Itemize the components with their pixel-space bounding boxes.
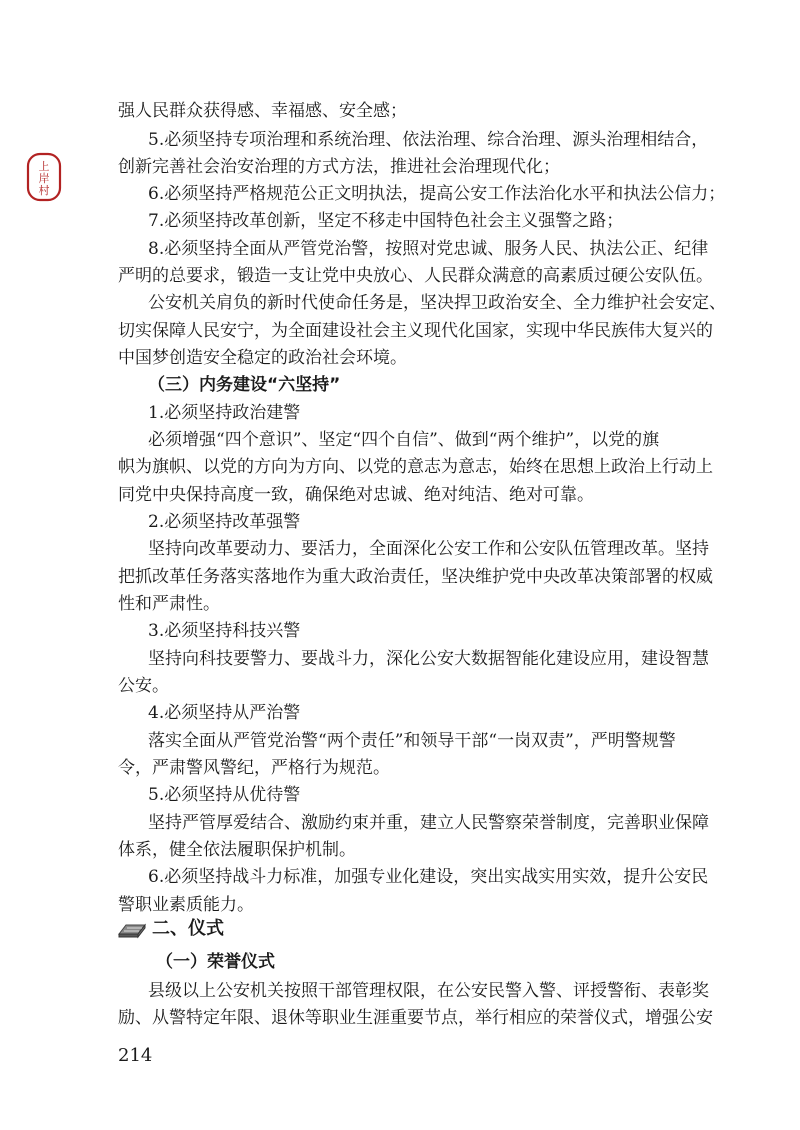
- body-line: 强人民群众获得感、幸福感、安全感；: [118, 101, 407, 121]
- page-number: 214: [118, 1045, 153, 1066]
- body-line: 中国梦创造安全稳定的政治社会环境。: [118, 348, 407, 368]
- body-line: 体系，健全依法履职保护机制。: [118, 840, 356, 860]
- body-line: 把抓改革任务落实落地作为重大政治责任，坚决维护党中央改革决策部署的权威: [118, 567, 713, 587]
- body-line: 警职业素质能力。: [118, 895, 254, 915]
- body-line: 县级以上公安机关按照干部管理权限，在公安民警入警、评授警衔、表彰奖: [148, 981, 709, 1001]
- body-line: 创新完善社会治安治理的方式方法，推进社会治理现代化；: [118, 157, 560, 177]
- list-item-6: 6.必须坚持战斗力标准，加强专业化建设，突出实战实用实效，提升公安民: [148, 867, 709, 887]
- list-item-4: 4.必须坚持从严治警: [148, 703, 301, 723]
- svg-text:上: 上: [38, 160, 50, 173]
- body-line: 坚持向科技要警力、要战斗力，深化公安大数据智能化建设应用，建设智慧: [148, 649, 709, 669]
- subsection-heading-neiwu: （三）内务建设“六坚持”: [148, 375, 341, 395]
- book-icon: [118, 919, 148, 939]
- paragraph-mission: 公安机关肩负的新时代使命任务是，坚决捍卫政治安全、全力维护社会安定、: [148, 293, 726, 313]
- body-line: 落实全面从严管党治警“两个责任”和领导干部“一岗双责”，严明警规警: [148, 731, 676, 751]
- list-item-2: 2.必须坚持改革强警: [148, 512, 301, 532]
- section-title-text: 二、仪式: [152, 918, 224, 939]
- svg-text:岸: 岸: [38, 172, 50, 185]
- body-line: 坚持向改革要动力、要活力，全面深化公安工作和公安队伍管理改革。坚持: [148, 539, 709, 559]
- body-line: 同党中央保持高度一致，确保绝对忠诚、绝对纯洁、绝对可靠。: [118, 485, 594, 505]
- subsection-heading-rongyu: （一）荣誉仪式: [156, 952, 275, 972]
- list-item-1: 1.必须坚持政治建警: [148, 403, 301, 423]
- section-heading-yishi: [118, 918, 224, 940]
- body-line: 励、从警特定年限、退休等职业生涯重要节点，举行相应的荣誉仪式，增强公安: [118, 1008, 713, 1028]
- list-item-5: 5.必须坚持从优待警: [148, 785, 301, 805]
- list-item-6: 6.必须坚持严格规范公正文明执法，提高公安工作法治化水平和执法公信力；: [148, 184, 726, 204]
- list-item-8: 8.必须坚持全面从严管党治警，按照对党忠诚、服务人民、执法公正、纪律: [148, 239, 709, 259]
- list-item-7: 7.必须坚持改革创新，坚定不移走中国特色社会主义强警之路；: [148, 211, 624, 231]
- body-line: 必须增强“四个意识”、坚定“四个自信”、做到“两个维护”，以党的旗: [148, 430, 660, 450]
- body-line: 性和严肃性。: [118, 594, 220, 614]
- body-line: 坚持严管厚爱结合、激励约束并重，建立人民警察荣誉制度，完善职业保障: [148, 813, 709, 833]
- body-line: 严明的总要求，锻造一支让党中央放心、人民群众满意的高素质过硬公安队伍。: [118, 266, 713, 286]
- body-line: 切实保障人民安宁，为全面建设社会主义现代化国家，实现中华民族伟大复兴的: [118, 321, 713, 341]
- body-line: 帜为旗帜、以党的方向为方向、以党的意志为意志，始终在思想上政治上行动上: [118, 457, 713, 477]
- list-item-5: 5.必须坚持专项治理和系统治理、依法治理、综合治理、源头治理相结合，: [148, 130, 709, 150]
- list-item-3: 3.必须坚持科技兴警: [148, 621, 301, 641]
- body-line: 公安。: [118, 676, 169, 696]
- svg-text:村: 村: [38, 184, 50, 197]
- body-line: 令，严肃警风警纪，严格行为规范。: [118, 758, 390, 778]
